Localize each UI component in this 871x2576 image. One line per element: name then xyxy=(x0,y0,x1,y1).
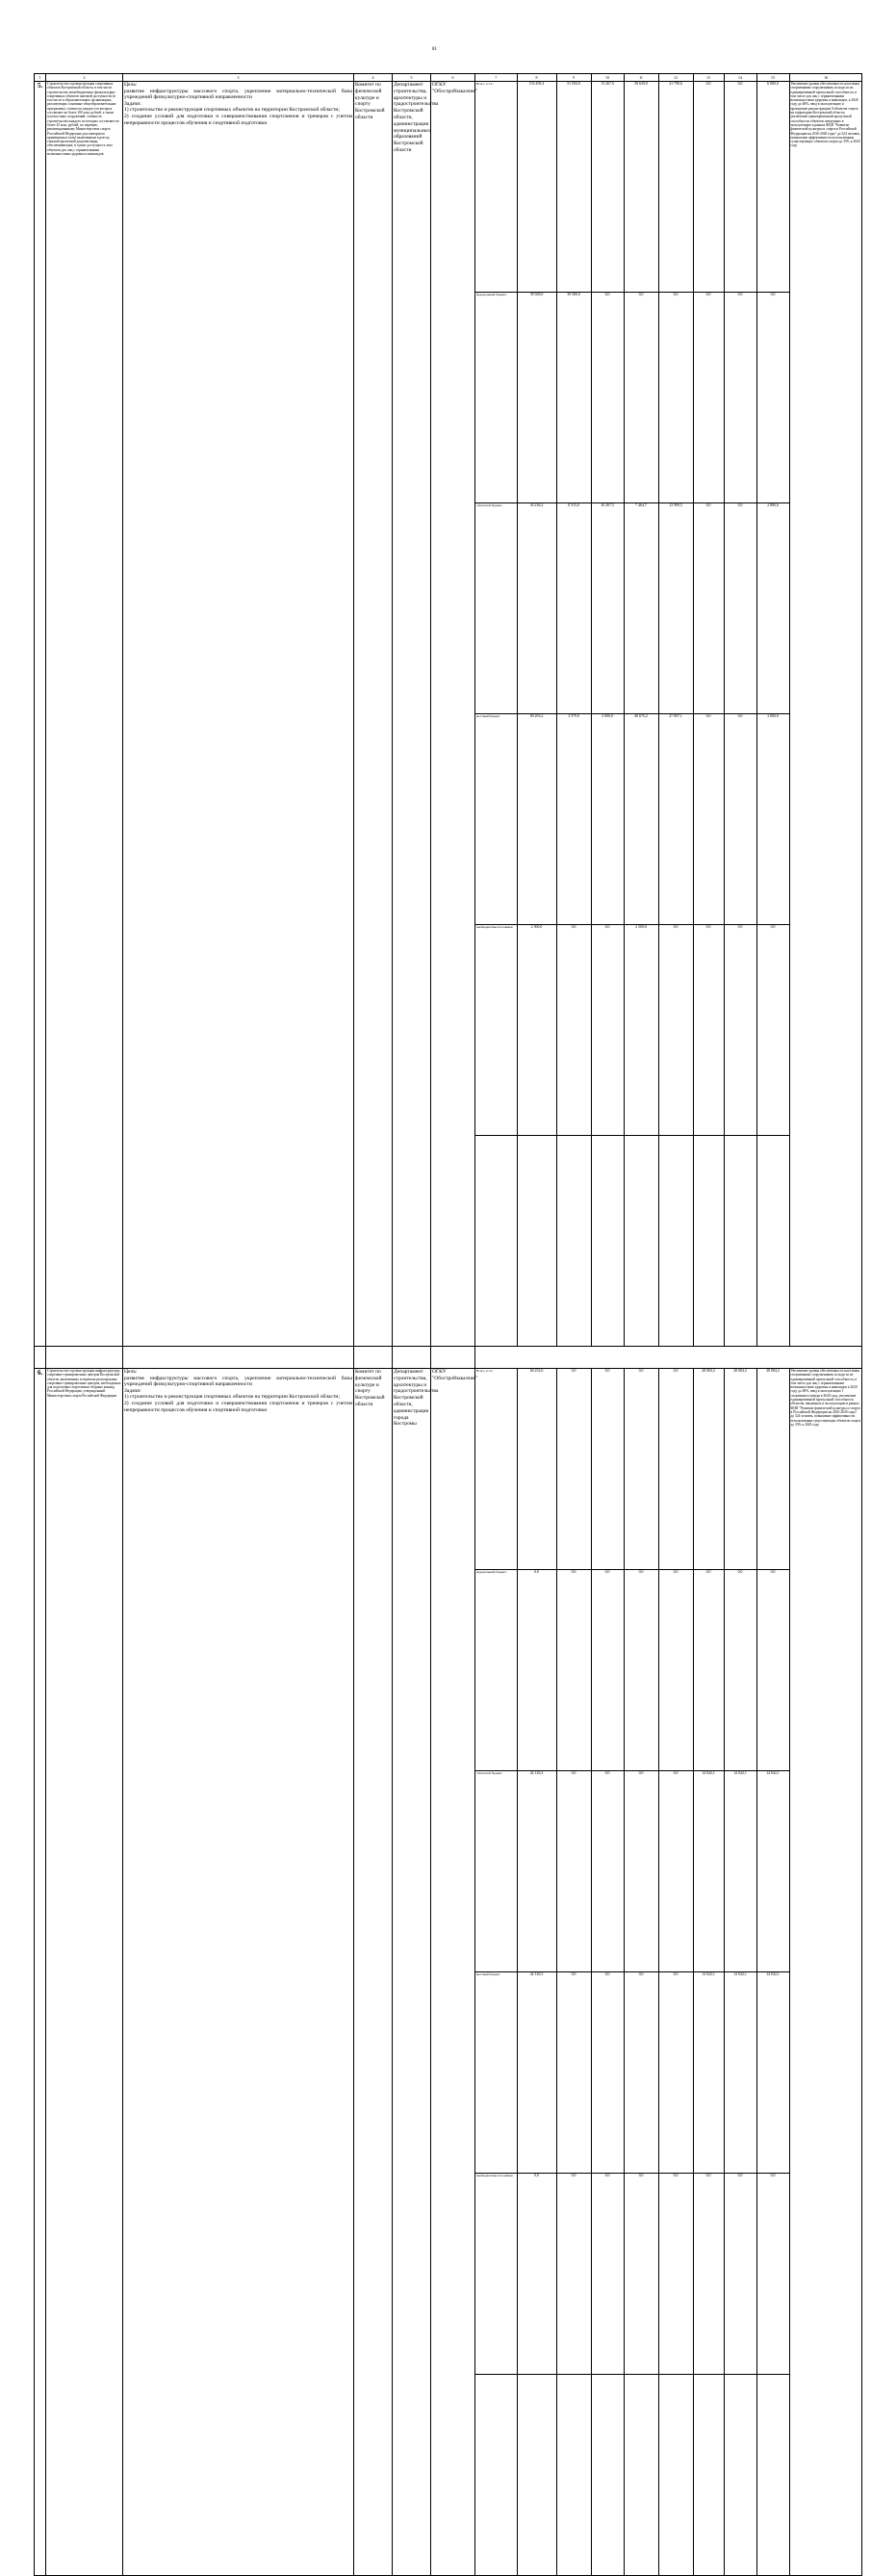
goal-line: Задачи: xyxy=(124,100,141,107)
spacer-cell xyxy=(123,1347,354,1369)
funding-value: 0,0 xyxy=(624,1570,658,1771)
funding-source: внебюджетные источники xyxy=(475,925,517,1136)
funding-value: 0,0 xyxy=(658,1570,693,1771)
funding-source: местный бюджет xyxy=(475,714,517,925)
funding-value: 39 500,0 xyxy=(517,293,556,503)
funding-source: областной бюджет xyxy=(475,503,517,714)
goal-and-tasks xyxy=(123,82,354,1347)
goal-line: развитие инфраструктуры массового спорта, укрепление материально-технической базы учреждений физкультурно-спортивной направленности xyxy=(124,1375,352,1388)
funding-value: 0,0 xyxy=(591,293,624,503)
funding-value: 2 500,0 xyxy=(624,925,658,1136)
customer-cell: Комитет по физической культуре и спорту Костромской области xyxy=(354,1369,393,2576)
spacer-cell xyxy=(354,1347,393,1369)
col-header: 6 xyxy=(431,74,475,82)
funding-value: 0,0 xyxy=(658,1771,693,1972)
funding-value: 40 675,2 xyxy=(624,714,658,925)
funding-value: 51 594,9 xyxy=(556,82,591,293)
funding-value: 2 880,0 xyxy=(756,503,789,714)
funding-table xyxy=(475,1369,862,2575)
funding-value: 0,0 xyxy=(724,2174,756,2375)
object-name: Строительство и реконструкция спортивных объектов Костромской области, в том числе строительство малобюджетных физкультурно-спортивных объектов шаговой доступности (в том числе в образовательных организациях, реализующих основные общеобразовательные программы), стоимость каждого из которых составляет не более 100 млн. рублей, а также плоскостных сооружений, стоимость строительства каждого из которых составляет не более 25 млн. рублей, по перечню, рекомендованному Министерством спорта Российской Федерации для повторного применения и (или) включенным в реестр типовой проектной документации, обеспечивающих, в сумме доступность этих объектов для лиц с ограниченными возможностями здоровья и инвалидов xyxy=(46,82,123,1347)
funding-value: 14 042,1 xyxy=(693,1972,724,2174)
empty-cell xyxy=(756,2375,789,2576)
funding-value: 0,0 xyxy=(756,2174,789,2375)
empty-cell xyxy=(556,1136,591,1347)
funding-source: Всего, в т.ч.: xyxy=(476,82,495,86)
funding-value: 0,0 xyxy=(556,925,591,1136)
funding-value: 0,0 xyxy=(591,2174,624,2375)
funding-value: 0,0 xyxy=(624,1972,658,2174)
funding-value: 155 459,4 xyxy=(517,82,556,293)
col-header: 7 xyxy=(495,75,498,80)
funding-value: 50 639,9 xyxy=(624,82,658,293)
spacer-cell xyxy=(46,1347,123,1369)
funding-value: 0,0 xyxy=(693,2174,724,2375)
empty-cell xyxy=(517,1136,556,1347)
goal-line: развитие инфраструктуры массового спорта, укрепление материально-технической базы учреждений физкультурно-спортивной направленности xyxy=(124,88,352,101)
object-name: Строительство и реконструкция инфраструктуры спортивно-тренировочных центров Костромской области, включенных в перечень региональных спортивно-тренировочных центров, необходимых для подготовки спортсменов сборных команд Российской Федерации, утвержденный Министерством спорта Российской Федерации xyxy=(46,1369,123,2576)
empty-cell xyxy=(693,2375,724,2576)
funding-value: 90 203,2 xyxy=(517,714,556,925)
funding-value: 0,0 xyxy=(624,293,658,503)
funding-value: 28 084,2 xyxy=(724,1369,756,1570)
funding-value: 43 236,2 xyxy=(517,503,556,714)
empty-cell xyxy=(475,2375,517,2576)
funding-value: 8 515,0 xyxy=(556,503,591,714)
funding-value: 0,0 xyxy=(624,2174,658,2375)
row-spacer xyxy=(35,1347,862,1369)
spacer-cell xyxy=(431,1347,475,1369)
funding-value: 0,0 xyxy=(756,1570,789,1771)
funding-source: федеральный бюджет xyxy=(475,293,517,503)
col-header: 5 xyxy=(393,74,431,82)
expected-result: Увеличение уровня обеспеченности населения спортивными сооружениями, исходя из их единовременной пропускной способности, в том числе для лиц с ограниченными возможностями здоровья и инвалидов к 2020 году до 48%, ввод в эксплуатацию 1 спортивного центра в 2020 году, увеличение единовременной пропускной способности объектов, введенных в эксплуатацию в рамках ФЦП "Развитие физической культуры и спорта в Российской Федерации на 2016-2020 годы", до 324 человек, повышение эффективности использования существующих объектов спорта до 35% к 2020 году xyxy=(789,1369,862,2575)
funding-value: 0,0 xyxy=(756,293,789,503)
funding-value: 0,0 xyxy=(591,1570,624,1771)
funding-value: 2 500,0 xyxy=(517,925,556,1136)
col-header: 15 xyxy=(756,74,789,81)
funding-value: 0,0 xyxy=(693,293,724,503)
funding-value: 0,0 xyxy=(724,293,756,503)
funding-value: 10 267,5 xyxy=(591,503,624,714)
col-header-group xyxy=(475,74,862,82)
goal-line: 2) создание условий для подготовки и совершенствования спортсменов и тренеров с учетом непрерывности процессов обучения и спортивной подготовки xyxy=(124,1400,352,1413)
funding-value: 0,0 xyxy=(624,1369,658,1570)
empty-cell xyxy=(591,1136,624,1347)
funding-value: 0,0 xyxy=(591,925,624,1136)
spacer-cell xyxy=(393,1347,431,1369)
funding-value: 7 464,7 xyxy=(624,503,658,714)
funding-value: 0,0 xyxy=(556,1972,591,2174)
funding-source: Всего, в т.ч.: xyxy=(476,1369,495,1373)
table-row xyxy=(35,1369,862,2576)
col-header: 12 xyxy=(658,74,693,81)
funding-block xyxy=(475,82,862,1347)
goal-line: 2) создание условий для подготовки и совершенствования спортсменов и тренеров с учетом непрерывности процессов обучения и спортивной подготовки xyxy=(124,113,352,126)
funding-value: 0,0 xyxy=(724,1570,756,1771)
col-header: 11 xyxy=(624,74,658,81)
goal-line: Задачи: xyxy=(124,1387,141,1394)
empty-cell xyxy=(591,2375,624,2576)
empty-cell xyxy=(556,2375,591,2576)
funding-value: 0,0 xyxy=(693,1570,724,1771)
funding-value: 42 126,3 xyxy=(517,1972,556,2174)
row-number: 5. xyxy=(35,82,46,1347)
funding-value: 13 989,5 xyxy=(658,503,693,714)
empty-cell xyxy=(693,1136,724,1347)
funding-value: 0,0 xyxy=(591,1771,624,1972)
table-row xyxy=(35,82,862,1347)
funding-value: 28 084,2 xyxy=(756,1369,789,1570)
row-number: 6. xyxy=(35,1369,46,2576)
goal-line: Цель: xyxy=(124,82,138,88)
executor-cell: Департамент строительства, архитектуры и градостроительства Костромской области, администрации муниципальных образований Костромской области xyxy=(393,82,431,1347)
funding-value: 3 579,9 xyxy=(556,714,591,925)
funding-value: 41 790,6 xyxy=(658,82,693,293)
funding-block xyxy=(475,1369,862,2576)
empty-cell xyxy=(658,2375,693,2576)
goal-line: Цель: xyxy=(124,1369,138,1375)
empty-cell xyxy=(658,1136,693,1347)
funding-value: 3 000,0 xyxy=(591,714,624,925)
funding-source: внебюджетные источники xyxy=(475,2174,517,2375)
funding-value: 0,0 xyxy=(591,1369,624,1570)
funding-value: 0,0 xyxy=(756,925,789,1136)
empty-cell xyxy=(624,2375,658,2576)
funding-value: 13 267,5 xyxy=(591,82,624,293)
funding-value: 0,0 xyxy=(724,503,756,714)
funding-value: 0,0 xyxy=(693,503,724,714)
funding-value: 0,0 xyxy=(693,714,724,925)
funding-value: 0,0 xyxy=(658,293,693,503)
funding-source: местный бюджет xyxy=(475,1972,517,2174)
funding-value: 0,0 xyxy=(517,2174,556,2375)
empty-cell xyxy=(517,2375,556,2576)
funding-row xyxy=(475,1369,862,1570)
spacer-cell xyxy=(35,1347,46,1369)
program-table xyxy=(34,73,862,2576)
spacer-cell xyxy=(475,1347,862,1369)
col-header: 9 xyxy=(556,74,591,81)
funding-value: 6 000,0 xyxy=(756,82,789,293)
empty-cell xyxy=(624,1136,658,1347)
empty-cell xyxy=(724,1136,756,1347)
funding-value: 0,0 xyxy=(724,925,756,1136)
funding-value: 0,0 xyxy=(658,925,693,1136)
funding-value: 0,0 xyxy=(658,1369,693,1570)
col-header: 1 xyxy=(35,74,46,82)
col-header: 13 xyxy=(693,74,724,81)
funding-value: 0,0 xyxy=(556,2174,591,2375)
funding-value: 14 042,1 xyxy=(724,1972,756,2174)
col-header: 10 xyxy=(591,74,624,81)
funding-value: 0,0 xyxy=(693,925,724,1136)
col-header: 8 xyxy=(517,74,556,81)
funding-value: 14 042,1 xyxy=(756,1972,789,2174)
funding-value: 42 126,3 xyxy=(517,1771,556,1972)
agency-cell: ОГКУ "Облстройзаказчик" xyxy=(431,82,475,1347)
funding-value: 0,0 xyxy=(624,1771,658,1972)
funding-value: 0,0 xyxy=(556,1369,591,1570)
col-header: 3 xyxy=(123,74,354,82)
funding-table xyxy=(475,82,862,1346)
funding-value: 14 042,1 xyxy=(724,1771,756,1972)
funding-value: 0,0 xyxy=(724,714,756,925)
executor-cell: Департамент строительства, архитектуры и градостроительства Костромской области, администрация города Костромы xyxy=(393,1369,431,2576)
expected-result: Увеличение уровня обеспеченности населения спортивными сооружениями, исходя из их единовременной пропускной способности, в том числе для лиц с ограниченными возможностями здоровья и инвалидов, к 2020 году до 48%, ввод в эксплуатацию и проведение реконструкции 9 объектов спорта на территории Костромской области, увеличение единовременной пропускной способности объектов, введенных в эксплуатацию в рамках ФЦП "Развитие физической культуры и спорта в Российской Федерации на 2016-2020 годы" до 324 человек, повышение эффективности использования существующих объектов спорта до 35% к 2020 году xyxy=(789,82,862,1346)
funding-row xyxy=(475,82,862,293)
funding-value: 0,0 xyxy=(591,1972,624,2174)
goal-and-tasks xyxy=(123,1369,354,2576)
customer-cell: Комитет по физической культуре и спорту Костромской области xyxy=(354,82,393,1347)
funding-value: 0,0 xyxy=(517,1570,556,1771)
col-header: 4 xyxy=(354,74,393,82)
funding-value: 3 000,0 xyxy=(756,714,789,925)
funding-value: 0,0 xyxy=(556,1771,591,1972)
empty-cell xyxy=(724,2375,756,2576)
funding-source: федеральный бюджет xyxy=(475,1570,517,1771)
funding-value: 0,0 xyxy=(556,1570,591,1771)
funding-value: 0,0 xyxy=(658,1972,693,2174)
empty-cell xyxy=(475,1136,517,1347)
funding-value: 28 084,2 xyxy=(693,1369,724,1570)
funding-source: областной бюджет xyxy=(475,1771,517,1972)
funding-value: 0,0 xyxy=(658,2174,693,2375)
column-number-row xyxy=(35,74,862,82)
agency-cell: ОГКУ "Облстройзаказчик" xyxy=(431,1369,475,2576)
col-header: 14 xyxy=(724,74,756,81)
funding-value: 14 042,1 xyxy=(693,1771,724,1972)
col-header: 16 xyxy=(789,74,862,81)
col-header: 2 xyxy=(46,74,123,82)
funding-value: 39 500,0 xyxy=(556,293,591,503)
page-number: 81 xyxy=(432,47,437,52)
goal-line: 1) строительство и реконструкция спортивных объектов на территории Костромской области; xyxy=(124,1394,340,1401)
funding-value: 0,0 xyxy=(724,82,756,293)
funding-value: 84 252,6 xyxy=(517,1369,556,1570)
funding-value: 14 042,1 xyxy=(756,1771,789,1972)
goal-line: 1) строительство и реконструкция спортивных объектов на территории Костромской области; xyxy=(124,107,340,114)
funding-value: 27 807,1 xyxy=(658,714,693,925)
empty-cell xyxy=(756,1136,789,1347)
funding-value: 0,0 xyxy=(693,82,724,293)
